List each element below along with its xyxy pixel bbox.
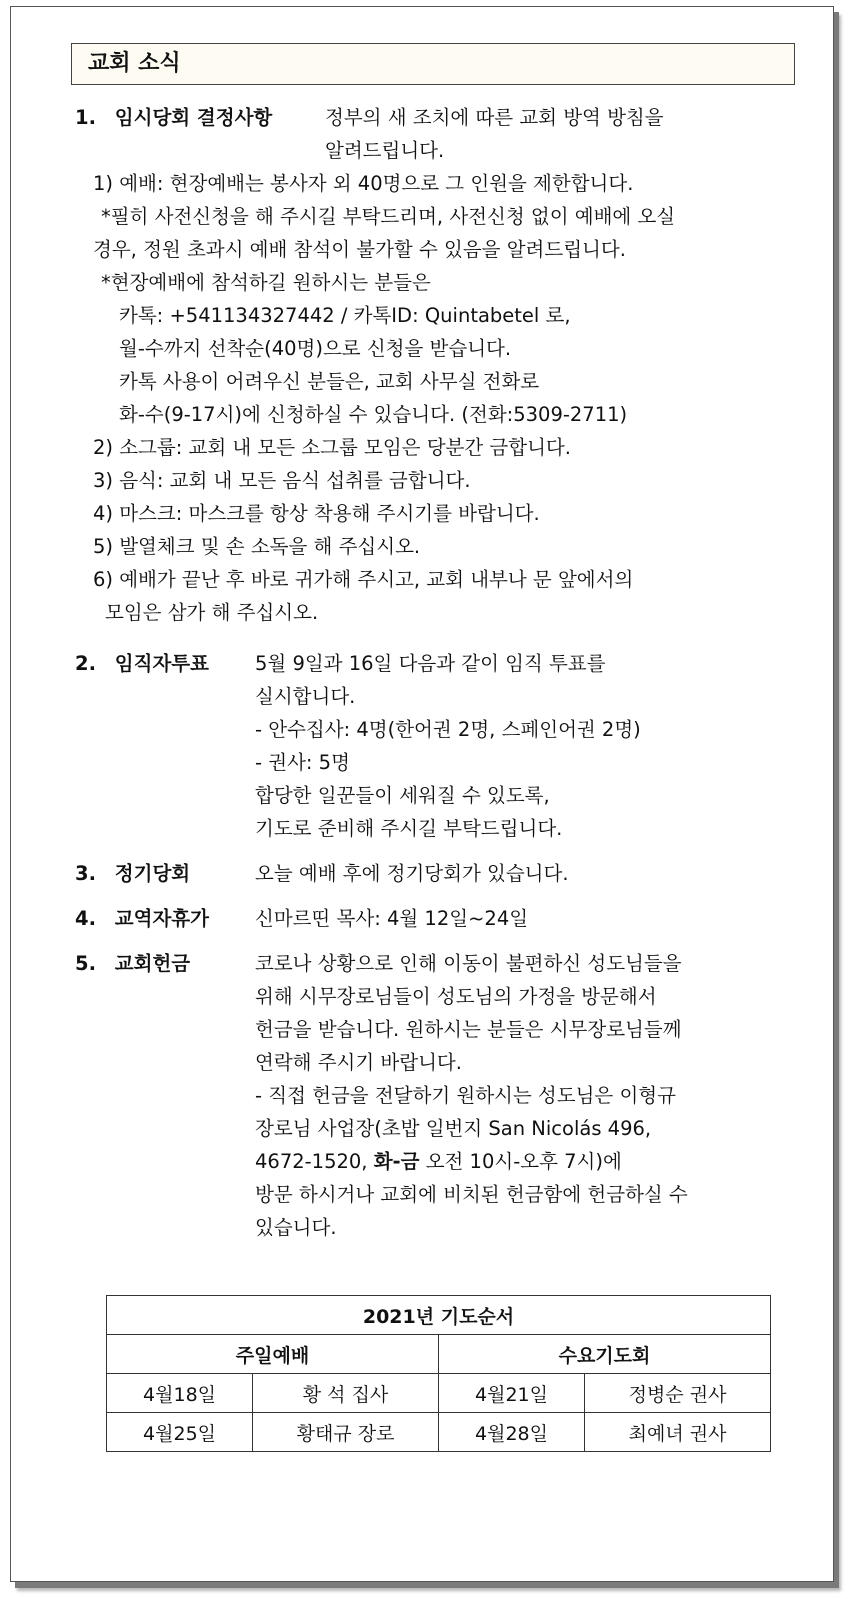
item-small-group: 2) 소그룹: 교회 내 모든 소그룹 모임은 당분간 금합니다. xyxy=(93,436,571,459)
note-line: 경우, 정원 초과시 예배 참석이 불가할 수 있음을 알려드립니다. xyxy=(93,238,626,261)
text-line: - 직접 헌금을 전달하기 원하시는 성도님은 이형규 xyxy=(255,1084,676,1107)
bulletin-page xyxy=(10,6,834,1582)
sunday-leader: 황 석 집사 xyxy=(253,1374,439,1413)
section-4 xyxy=(75,902,805,935)
text-line: 위해 시무장로님들이 성도님의 가정을 방문해서 xyxy=(255,985,657,1008)
intro-line: 정부의 새 조치에 따른 교회 방역 방침을 xyxy=(325,106,664,129)
text-line: - 안수집사: 4명(한어권 2명, 스페인어권 2명) xyxy=(255,718,641,741)
text-line: 헌금을 받습니다. 원하시는 분들은 시무장로님들께 xyxy=(255,1018,682,1041)
section-4-title: 교역자휴가 xyxy=(114,907,209,930)
section-4-number: 4. xyxy=(75,907,96,930)
sunday-worship-header: 주일예배 xyxy=(107,1335,439,1374)
section-1-label xyxy=(75,101,325,134)
kakao-line: 카톡: +541134327442 / 카톡ID: Quintabetel 로, xyxy=(119,304,571,327)
business-hours: 오전 10시-오후 7시)에 xyxy=(425,1150,622,1173)
text-line: 있습니다. xyxy=(255,1216,337,1239)
section-5 xyxy=(75,947,805,1244)
note-line: *필히 사전신청을 해 주시길 부탁드리며, 사전신청 없이 예배에 오실 xyxy=(101,205,676,228)
section-4-label xyxy=(75,902,255,935)
section-1-head xyxy=(75,101,805,167)
section-header: 교회 소식 xyxy=(71,43,795,85)
item-worship: 1) 예배: 현장예배는 봉사자 외 40명으로 그 인원을 제한합니다. xyxy=(93,172,634,195)
intro-line: 알려드립니다. xyxy=(325,139,445,162)
sunday-date: 4월18일 xyxy=(107,1374,253,1413)
text-line: 실시합니다. xyxy=(255,685,356,708)
section-1-intro xyxy=(325,101,805,167)
section-4-text: 신마르띤 목사: 4월 12일~24일 xyxy=(255,907,529,930)
section-1 xyxy=(75,101,805,629)
text-line: 장로님 사업장(초밥 일번지 San Nicolás 496, xyxy=(255,1117,652,1140)
news-content xyxy=(75,101,805,1244)
sunday-date: 4월25일 xyxy=(107,1413,253,1452)
section-2 xyxy=(75,647,805,845)
section-2-label xyxy=(75,647,255,680)
section-5-number: 5. xyxy=(75,952,96,975)
section-3-text: 오늘 예배 후에 정기당회가 있습니다. xyxy=(255,862,569,885)
section-3-title: 정기당회 xyxy=(114,862,191,885)
text-line: 5월 9일과 16일 다음과 같이 임직 투표를 xyxy=(255,652,606,675)
text-line: 방문 하시거나 교회에 비치된 헌금함에 헌금하실 수 xyxy=(255,1183,688,1206)
section-3-label xyxy=(75,857,255,890)
item-food: 3) 음식: 교회 내 모든 음식 섭취를 금합니다. xyxy=(93,469,471,492)
section-3-number: 3. xyxy=(75,862,96,885)
section-5-title: 교회헌금 xyxy=(114,952,191,975)
text-line: 코로나 상황으로 인해 이동이 불편하신 성도님들을 xyxy=(255,952,682,975)
section-5-text xyxy=(255,947,805,1244)
section-3 xyxy=(75,857,805,890)
sunday-leader: 황태규 장로 xyxy=(253,1413,439,1452)
wednesday-leader: 정병순 권사 xyxy=(585,1374,771,1413)
business-days: 화-금 xyxy=(373,1150,420,1173)
schedule-title: 2021년 기도순서 xyxy=(107,1296,771,1335)
section-2-number: 2. xyxy=(75,652,96,675)
section-2-title: 임직자투표 xyxy=(114,652,209,675)
kakao-line: 화-수(9-17시)에 신청하실 수 있습니다. (전화:5309-2711) xyxy=(119,403,628,426)
section-1-number: 1. xyxy=(75,106,96,129)
wednesday-leader: 최예녀 권사 xyxy=(585,1413,771,1452)
prayer-schedule-table xyxy=(106,1295,771,1452)
section-1-title: 임시당회 결정사항 xyxy=(114,106,273,129)
wednesday-date: 4월21일 xyxy=(438,1374,584,1413)
wednesday-prayer-header: 수요기도회 xyxy=(438,1335,770,1374)
kakao-line: 월-수까지 선착순(40명)으로 신청을 받습니다. xyxy=(119,337,512,360)
text-line: 합당한 일꾼들이 세워질 수 있도록, xyxy=(255,784,550,807)
item-go-home: 6) 예배가 끝난 후 바로 귀가해 주시고, 교회 내부나 문 앞에서의 xyxy=(93,568,634,591)
text-line: 연락해 주시기 바랍니다. xyxy=(255,1051,462,1074)
item-go-home-cont: 모임은 삼가 해 주십시오. xyxy=(105,601,319,624)
text-line-hours xyxy=(255,1145,805,1178)
text-line: 기도로 준비해 주시길 부탁드립니다. xyxy=(255,817,563,840)
table-row xyxy=(107,1413,771,1452)
text-line: - 권사: 5명 xyxy=(255,751,350,774)
section-5-label xyxy=(75,947,255,980)
wednesday-date: 4월28일 xyxy=(438,1413,584,1452)
item-fever-check: 5) 발열체크 및 손 소독을 해 주십시오. xyxy=(93,535,421,558)
note-line: *현장예배에 참석하길 원하시는 분들은 xyxy=(101,271,431,294)
section-2-text xyxy=(255,647,805,845)
phone-number: 4672-1520, xyxy=(255,1150,368,1173)
item-mask: 4) 마스크: 마스크를 항상 착용해 주시기를 바랍니다. xyxy=(93,502,540,525)
table-row xyxy=(107,1374,771,1413)
kakao-line: 카톡 사용이 어려우신 분들은, 교회 사무실 전화로 xyxy=(119,370,540,393)
